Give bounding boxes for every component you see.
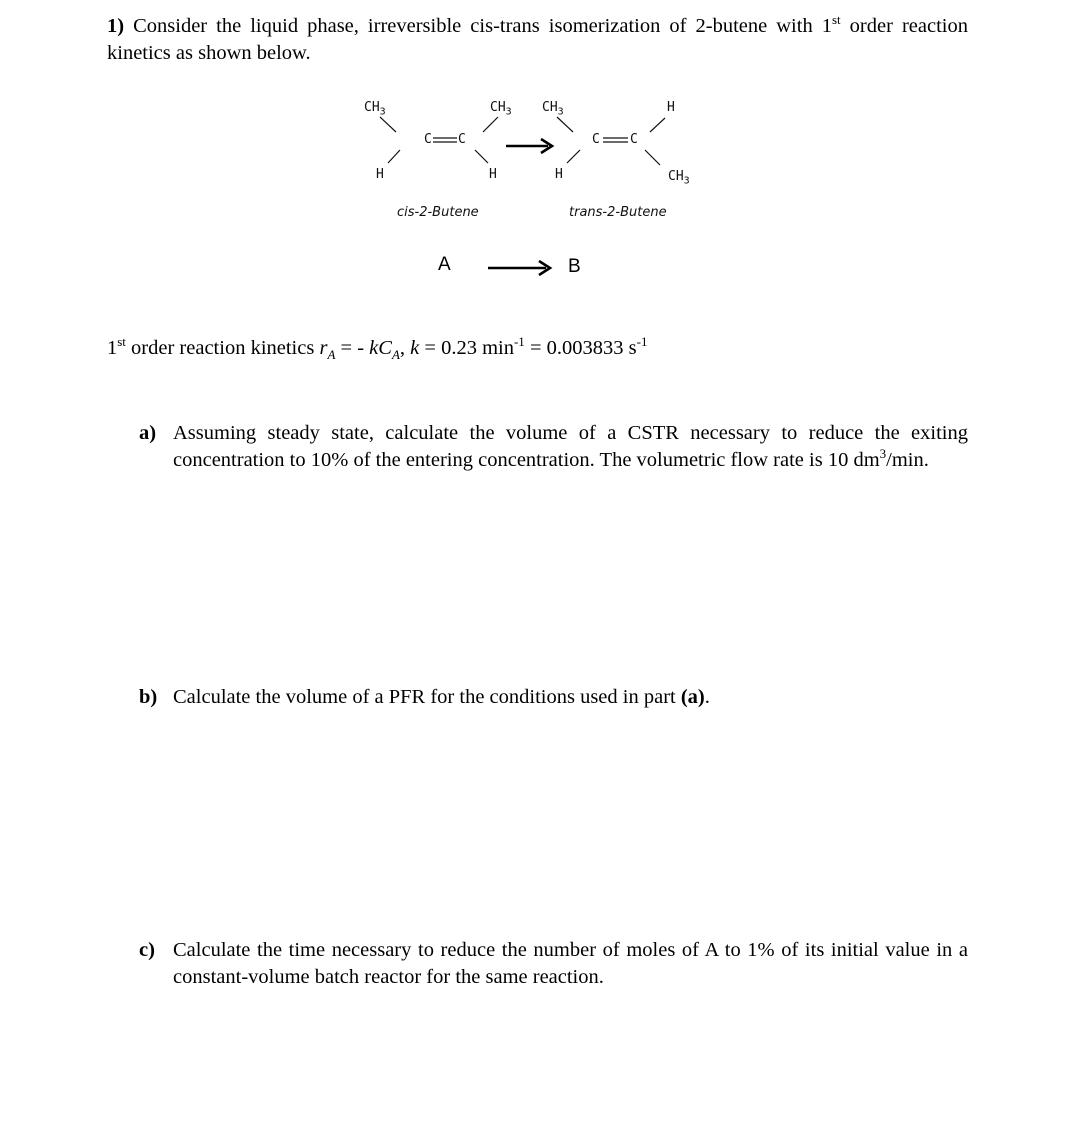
product-label: B xyxy=(568,256,581,277)
cis-top-left-ch3: $CH_3$ xyxy=(364,100,386,118)
part-a-end: /min. xyxy=(886,449,929,471)
trans-bond-ch3-right xyxy=(645,150,660,165)
trans-c1: C xyxy=(592,132,600,147)
part-b xyxy=(139,684,968,711)
part-b-text: Calculate the volume of a PFR for the conditions used in part xyxy=(173,686,681,708)
trans-name: trans-2-Butene xyxy=(569,205,667,220)
conc-subscript: A xyxy=(391,347,400,363)
rate-subscript: A xyxy=(327,347,336,363)
k-symbol: k xyxy=(369,337,379,359)
cis-bottom-right-h: H xyxy=(489,167,497,182)
cis-c2: C xyxy=(458,132,466,147)
part-c xyxy=(139,937,968,991)
trans-bottom-left-h: H xyxy=(555,167,563,182)
trans-top-right-h: H xyxy=(667,100,675,115)
trans-c2: C xyxy=(630,132,638,147)
kinetics-text4: = 0.23 min xyxy=(419,337,514,359)
part-c-text: Calculate the time necessary to reduce the number of moles of A to 1% of its initial value in a constant-volume batch reactor for the same reaction. xyxy=(173,939,968,988)
reactant-label: A xyxy=(438,254,451,275)
kinetics-exp2: -1 xyxy=(636,334,648,350)
problem-intro-end: order reaction kinetics as shown below. xyxy=(107,15,968,64)
cis-bond-ch3-right xyxy=(483,117,498,132)
part-b-label: b) xyxy=(139,686,158,708)
cis-top-right-ch3: $CH_3$ xyxy=(490,100,512,118)
cis-bond-h-left xyxy=(388,150,400,163)
part-b-end: . xyxy=(704,686,710,708)
problem-number: 1) xyxy=(107,15,125,37)
part-a-label: a) xyxy=(139,422,157,444)
problem-statement xyxy=(107,13,968,67)
part-a-body xyxy=(173,420,968,474)
part-a xyxy=(139,420,968,474)
problem-intro: Consider the liquid phase, irreversible cis-trans isomerization of 2-butene with 1 xyxy=(133,15,832,37)
kinetics-line xyxy=(107,335,1007,362)
cis-name: cis-2-Butene xyxy=(397,205,479,220)
trans-bond-ch3-left xyxy=(557,117,573,132)
kinetics-exp1: -1 xyxy=(513,334,525,350)
kinetics-lead-sup: st xyxy=(117,334,126,350)
part-a-text: Assuming steady state, calculate the volume of a CSTR necessary to reduce the exiting concentration to 10% of the entering concentration. The volumetric flow rate is 10 dm xyxy=(173,422,968,471)
kinetics-lead: 1 xyxy=(107,337,118,359)
reaction-scheme xyxy=(430,252,600,282)
rate-symbol: r xyxy=(319,337,328,359)
part-a-sup: 3 xyxy=(879,446,887,462)
conc-symbol: C xyxy=(378,337,392,359)
trans-bond-h-right xyxy=(650,118,665,132)
kinetics-text5: = 0.003833 s xyxy=(524,337,637,359)
cis-bond-h-right xyxy=(475,150,488,163)
trans-top-left-ch3: $CH_3$ xyxy=(542,100,564,118)
part-b-ref: (a) xyxy=(680,686,705,708)
problem-intro-sup: st xyxy=(831,12,841,28)
reaction-figure xyxy=(340,95,740,235)
cis-bond-ch3-left xyxy=(380,117,396,132)
kinetics-text1: order reaction kinetics xyxy=(125,337,320,359)
part-c-label: c) xyxy=(139,939,155,961)
kinetics-text2: = - xyxy=(335,337,370,359)
trans-bond-h-left xyxy=(567,150,580,163)
cis-bottom-left-h: H xyxy=(376,167,384,182)
reaction-arrow xyxy=(486,252,556,282)
cis-c1: C xyxy=(424,132,432,147)
part-b-body xyxy=(173,684,968,711)
kinetics-text3: , xyxy=(399,337,411,359)
k-symbol-2: k xyxy=(410,337,420,359)
trans-bottom-right-ch3: $CH_3$ xyxy=(668,169,690,187)
